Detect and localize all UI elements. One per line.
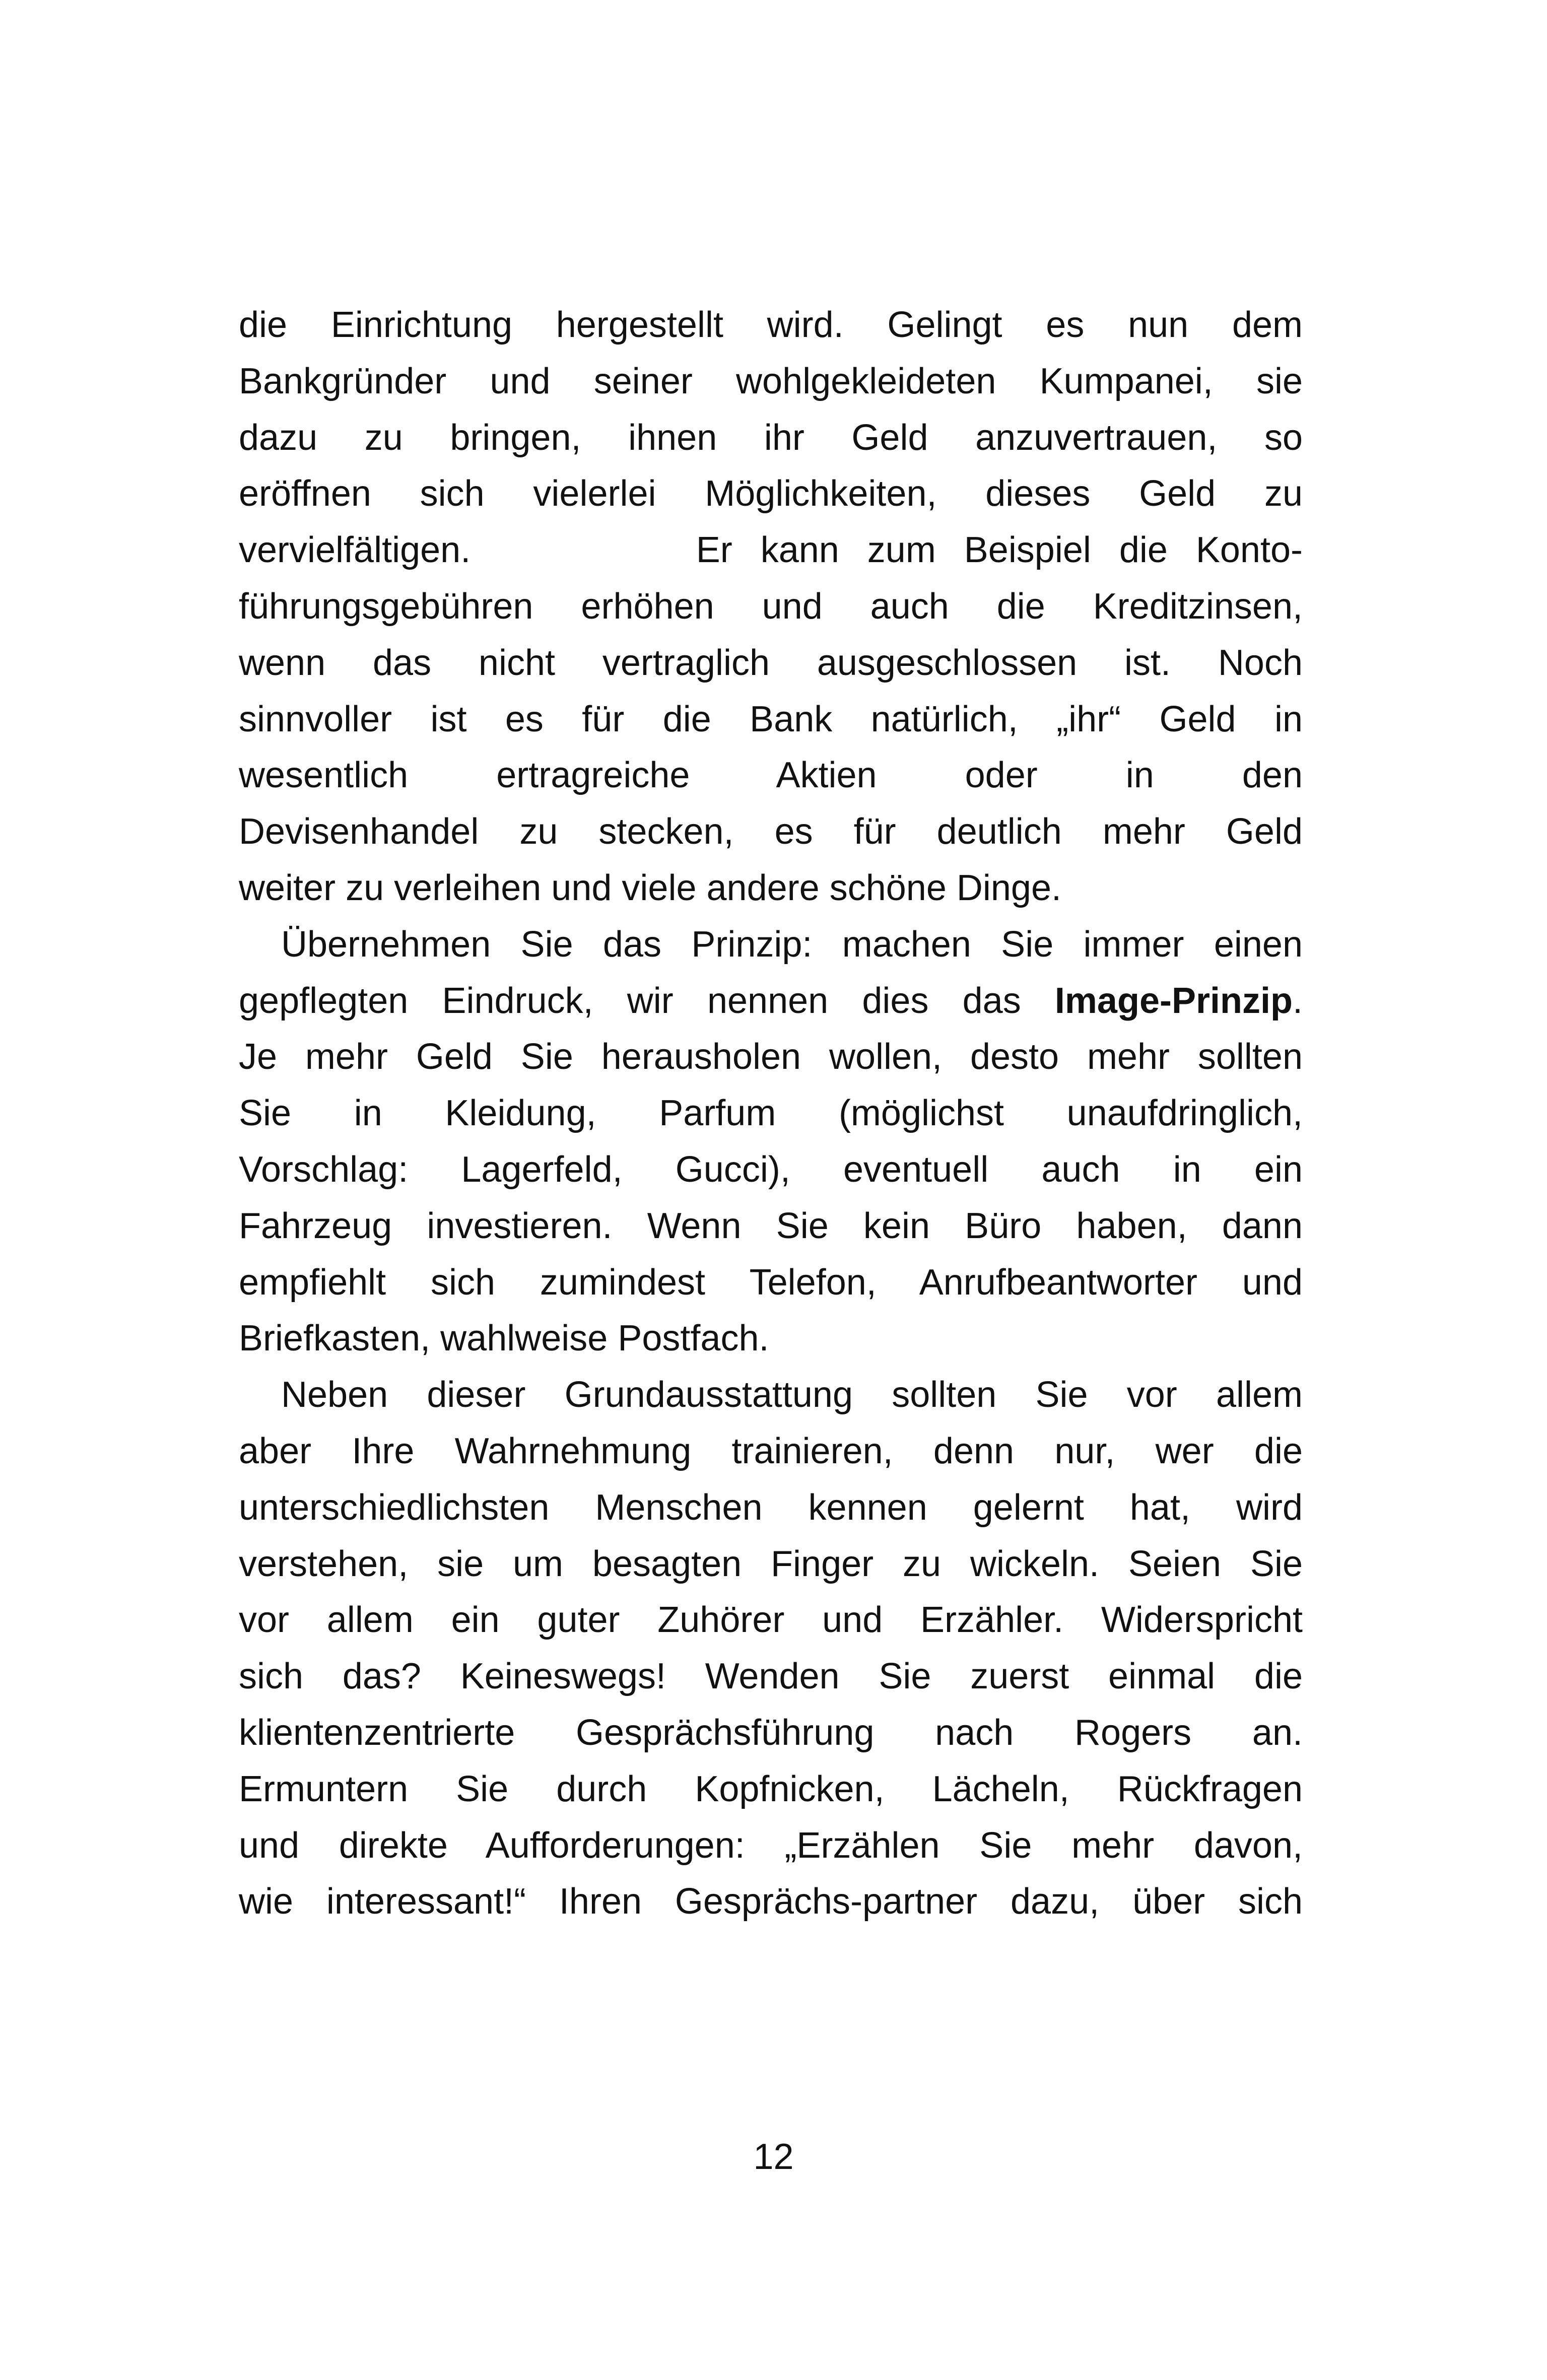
text-fragment: gepflegten Eindruck, wir nennen dies das	[239, 980, 1055, 1021]
body-text	[239, 297, 1303, 1930]
text-line: empfiehlt sich zumindest Telefon, Anrufbeantworter und	[239, 1262, 1303, 1303]
text-line: Übernehmen Sie das Prinzip: machen Sie immer einen	[281, 924, 1303, 965]
text-line: Devisenhandel zu stecken, es für deutlich mehr Geld	[239, 811, 1303, 852]
text-line: sinnvoller ist es für die Bank natürlich, „ihr“ Geld in	[239, 699, 1303, 739]
text-line: wie interessant!“ Ihren Gesprächs-partner dazu, über sich	[239, 1881, 1303, 1922]
page-number: 12	[753, 2137, 794, 2177]
text-line: Sie in Kleidung, Parfum (möglichst unaufdringlich,	[239, 1093, 1303, 1134]
text-line: wesentlich ertragreiche Aktien oder in den	[239, 755, 1303, 796]
text-line: Fahrzeug investieren. Wenn Sie kein Büro haben, dann	[239, 1205, 1303, 1246]
text-line: und direkte Aufforderungen: „Erzählen Sie mehr davon,	[239, 1825, 1303, 1866]
text-line: verstehen, sie um besagten Finger zu wickeln. Seien Sie	[239, 1543, 1303, 1584]
text-line: sich das? Keineswegs! Wenden Sie zuerst einmal die	[239, 1656, 1303, 1697]
text-line: Ermuntern Sie durch Kopfnicken, Lächeln, Rückfragen	[239, 1769, 1303, 1809]
text-line: aber Ihre Wahrnehmung trainieren, denn nur, wer die	[239, 1431, 1303, 1471]
text-line: eröffnen sich vielerlei Möglichkeiten, dieses Geld zu	[239, 473, 1303, 514]
text-line: vor allem ein guter Zuhörer und Erzähler. Widerspricht	[239, 1600, 1303, 1641]
text-line: Je mehr Geld Sie herausholen wollen, desto mehr sollten	[239, 1037, 1303, 1077]
text-line: unterschiedlichsten Menschen kennen gelernt hat, wird	[239, 1487, 1303, 1528]
text-line: dazu zu bringen, ihnen ihr Geld anzuvertrauen, so	[239, 417, 1303, 458]
text-fragment: .	[1292, 980, 1303, 1021]
text-line: wenn das nicht vertraglich ausgeschlossen ist. Noch	[239, 642, 1303, 683]
text-line: Vorschlag: Lagerfeld, Gucci), eventuell auch in ein	[239, 1149, 1303, 1190]
bold-term: Image-Prinzip	[1054, 980, 1293, 1021]
text-line: führungsgebühren erhöhen und auch die Kreditzinsen,	[239, 586, 1303, 627]
text-line: Bankgründer und seiner wohlgekleideten Kumpanei, sie	[239, 361, 1303, 401]
text-line: vervielfältigen. Er kann zum Beispiel die Konto-	[239, 530, 1303, 571]
text-line: die Einrichtung hergestellt wird. Gelingt es nun dem	[239, 305, 1303, 345]
text-line: Neben dieser Grundausstattung sollten Sie vor allem	[281, 1375, 1303, 1415]
text-line: Briefkasten, wahlweise Postfach.	[239, 1318, 769, 1359]
text-line	[239, 973, 1303, 1030]
text-line: klientenzentrierte Gesprächsführung nach Rogers an.	[239, 1712, 1303, 1753]
text-line: weiter zu verleihen und viele andere schöne Dinge.	[239, 867, 1062, 908]
